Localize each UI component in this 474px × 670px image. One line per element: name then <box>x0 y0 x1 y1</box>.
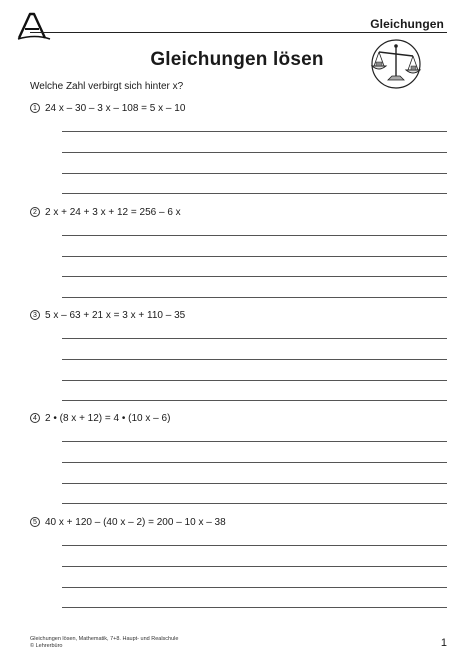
task-number: 2 <box>30 207 40 217</box>
letter-a-logo-icon <box>15 11 51 41</box>
instruction-text: Welche Zahl verbirgt sich hinter x? <box>30 81 184 92</box>
task-number: 3 <box>30 310 40 320</box>
task-number: 1 <box>30 103 40 113</box>
writing-line <box>62 503 447 504</box>
task-equation: 40 x + 120 – (40 x – 2) = 200 – 10 x – 38 <box>45 516 226 528</box>
page-title: Gleichungen lösen <box>150 49 324 70</box>
task-equation: 24 x – 30 – 3 x – 108 = 5 x – 10 <box>45 102 186 114</box>
task-5 <box>30 515 226 529</box>
writing-line <box>62 152 447 153</box>
writing-line <box>62 462 447 463</box>
task-4 <box>30 411 170 425</box>
writing-line <box>62 256 447 257</box>
writing-line <box>62 193 447 194</box>
writing-line <box>62 359 447 360</box>
task-3 <box>30 308 185 322</box>
writing-line <box>62 131 447 132</box>
task-number: 4 <box>30 413 40 423</box>
writing-line <box>62 380 447 381</box>
writing-line <box>62 441 447 442</box>
writing-line <box>62 483 447 484</box>
writing-line <box>62 545 447 546</box>
header-divider <box>30 32 447 33</box>
task-equation: 2 • (8 x + 12) = 4 • (10 x – 6) <box>45 412 171 424</box>
writing-line <box>62 338 447 339</box>
footer-copyright: © Lehrerbüro <box>30 643 63 649</box>
writing-line <box>62 566 447 567</box>
balance-scale-icon <box>367 38 425 90</box>
footer-source: Gleichungen lösen, Mathematik, 7+8. Haupt- und Realschule <box>30 636 179 642</box>
task-equation: 5 x – 63 + 21 x = 3 x + 110 – 35 <box>45 309 186 321</box>
footer-credits <box>30 636 178 650</box>
section-title: Gleichungen <box>370 17 444 31</box>
writing-line <box>62 173 447 174</box>
task-2 <box>30 205 181 219</box>
task-equation: 2 x + 24 + 3 x + 12 = 256 – 6 x <box>45 206 181 218</box>
writing-line <box>62 587 447 588</box>
page-number: 1 <box>440 637 447 649</box>
task-number: 5 <box>30 517 40 527</box>
writing-line <box>62 607 447 608</box>
writing-line <box>62 276 447 277</box>
writing-line <box>62 400 447 401</box>
writing-line <box>62 235 447 236</box>
writing-line <box>62 297 447 298</box>
task-1 <box>30 101 185 115</box>
